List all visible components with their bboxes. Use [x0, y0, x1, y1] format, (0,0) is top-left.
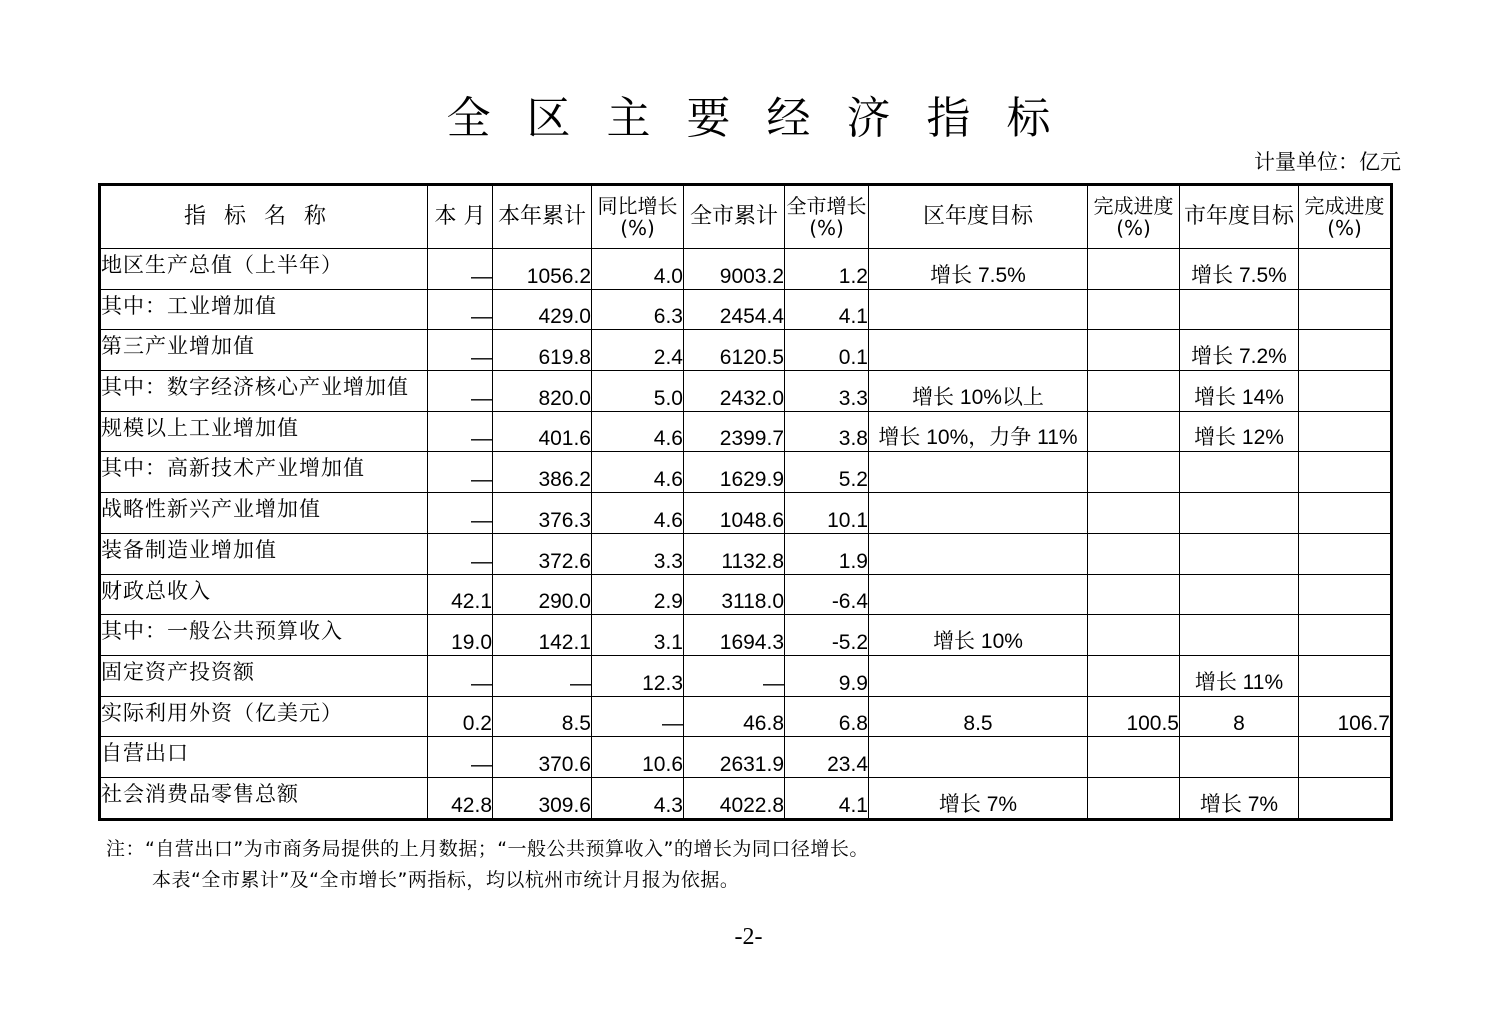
cell-month: — — [428, 289, 493, 330]
cell-ytd: 290.0 — [493, 574, 592, 615]
header-city-growth: 全市增长 (%) — [785, 185, 869, 249]
table-row — [100, 493, 1392, 534]
cell-ytd: 309.6 — [493, 777, 592, 819]
cell-district-target — [869, 533, 1088, 574]
table-header-row — [100, 185, 1392, 249]
cell-city-target: 增长 14% — [1180, 371, 1299, 412]
cell-month: — — [428, 371, 493, 412]
cell-city-ytd: 4022.8 — [684, 777, 785, 819]
table-row — [100, 411, 1392, 452]
cell-city-ytd: 9003.2 — [684, 249, 785, 290]
table-row — [100, 574, 1392, 615]
cell-city-ytd: 2432.0 — [684, 371, 785, 412]
cell-progress1 — [1088, 737, 1180, 778]
cell-district-target — [869, 493, 1088, 534]
cell-district-target: 增长 7.5% — [869, 249, 1088, 290]
indicator-name: 装备制造业增加值 — [100, 533, 428, 574]
cell-city-target — [1180, 615, 1299, 656]
cell-progress1 — [1088, 330, 1180, 371]
cell-month: — — [428, 330, 493, 371]
header-city-ytd: 全市累计 — [684, 185, 785, 249]
cell-ytd: 370.6 — [493, 737, 592, 778]
cell-month: — — [428, 452, 493, 493]
unit-label: 计量单位：亿元 — [1254, 150, 1401, 174]
cell-progress1 — [1088, 615, 1180, 656]
cell-city-target — [1180, 737, 1299, 778]
cell-progress2 — [1299, 493, 1392, 534]
cell-yoy: 3.3 — [592, 533, 684, 574]
cell-yoy: 4.3 — [592, 777, 684, 819]
cell-district-target — [869, 655, 1088, 696]
cell-progress2 — [1299, 655, 1392, 696]
cell-progress1 — [1088, 574, 1180, 615]
cell-progress1 — [1088, 493, 1180, 534]
cell-city-target: 增长 7% — [1180, 777, 1299, 819]
cell-month: 19.0 — [428, 615, 493, 656]
table-row — [100, 655, 1392, 696]
cell-district-target: 增长 7% — [869, 777, 1088, 819]
cell-district-target: 增长 10%以上 — [869, 371, 1088, 412]
page-number: -2- — [734, 924, 763, 950]
cell-yoy: 5.0 — [592, 371, 684, 412]
note-line: 注：“自营出口”为市商务局提供的上月数据；“一般公共预算收入”的增长为同口径增长。 — [106, 838, 869, 860]
cell-ytd: 619.8 — [493, 330, 592, 371]
cell-district-target — [869, 574, 1088, 615]
cell-city-growth: 4.1 — [785, 289, 869, 330]
cell-yoy: 10.6 — [592, 737, 684, 778]
cell-progress2 — [1299, 411, 1392, 452]
cell-city-ytd: 1132.8 — [684, 533, 785, 574]
cell-district-target — [869, 737, 1088, 778]
cell-month: — — [428, 655, 493, 696]
cell-district-target: 8.5 — [869, 696, 1088, 737]
cell-city-growth: -5.2 — [785, 615, 869, 656]
cell-progress1 — [1088, 411, 1180, 452]
cell-progress2: 106.7 — [1299, 696, 1392, 737]
indicator-name: 固定资产投资额 — [100, 655, 428, 696]
indicator-name: 其中：一般公共预算收入 — [100, 615, 428, 656]
cell-ytd: 820.0 — [493, 371, 592, 412]
cell-district-target — [869, 330, 1088, 371]
header-district-target: 区年度目标 — [869, 185, 1088, 249]
cell-month: — — [428, 249, 493, 290]
cell-yoy: 12.3 — [592, 655, 684, 696]
cell-city-target: 增长 7.5% — [1180, 249, 1299, 290]
indicator-name: 规模以上工业增加值 — [100, 411, 428, 452]
indicator-name: 财政总收入 — [100, 574, 428, 615]
cell-district-target — [869, 289, 1088, 330]
table-row — [100, 737, 1392, 778]
cell-month: 0.2 — [428, 696, 493, 737]
note-line: 本表“全市累计”及“全市增长”两指标，均以杭州市统计月报为依据。 — [152, 869, 740, 891]
header-city-target: 市年度目标 — [1180, 185, 1299, 249]
header-progress-city: 完成进度 (%) — [1299, 185, 1392, 249]
table-row — [100, 696, 1392, 737]
table-row — [100, 249, 1392, 290]
cell-ytd: 142.1 — [493, 615, 592, 656]
header-name: 指标名称 — [100, 185, 428, 249]
cell-ytd: 376.3 — [493, 493, 592, 534]
indicator-name: 其中：数字经济核心产业增加值 — [100, 371, 428, 412]
cell-city-ytd: 2399.7 — [684, 411, 785, 452]
cell-city-ytd: 46.8 — [684, 696, 785, 737]
cell-city-growth: 6.8 — [785, 696, 869, 737]
page-title: 全区主要经济指标 — [446, 93, 1087, 144]
header-month: 本 月 — [428, 185, 493, 249]
notes — [106, 834, 869, 896]
cell-progress1 — [1088, 249, 1180, 290]
cell-yoy: 2.9 — [592, 574, 684, 615]
header-progress-district: 完成进度 (%) — [1088, 185, 1180, 249]
table-row — [100, 371, 1392, 412]
cell-yoy: 4.6 — [592, 452, 684, 493]
cell-ytd: — — [493, 655, 592, 696]
table-row — [100, 330, 1392, 371]
cell-district-target — [869, 452, 1088, 493]
indicator-name: 社会消费品零售总额 — [100, 777, 428, 819]
cell-city-growth: 3.8 — [785, 411, 869, 452]
cell-ytd: 386.2 — [493, 452, 592, 493]
indicator-table — [98, 183, 1393, 821]
cell-yoy: 4.6 — [592, 411, 684, 452]
cell-district-target: 增长 10%，力争 11% — [869, 411, 1088, 452]
cell-progress2 — [1299, 574, 1392, 615]
cell-progress1 — [1088, 777, 1180, 819]
cell-city-ytd: 2454.4 — [684, 289, 785, 330]
cell-progress2 — [1299, 533, 1392, 574]
cell-city-ytd: 1694.3 — [684, 615, 785, 656]
cell-progress2 — [1299, 330, 1392, 371]
cell-ytd: 372.6 — [493, 533, 592, 574]
cell-progress1 — [1088, 371, 1180, 412]
cell-city-growth: 1.2 — [785, 249, 869, 290]
cell-city-target: 增长 7.2% — [1180, 330, 1299, 371]
cell-city-target — [1180, 574, 1299, 615]
cell-month: — — [428, 411, 493, 452]
cell-progress2 — [1299, 777, 1392, 819]
cell-city-ytd: 1048.6 — [684, 493, 785, 534]
cell-month: 42.8 — [428, 777, 493, 819]
cell-progress2 — [1299, 371, 1392, 412]
cell-progress2 — [1299, 452, 1392, 493]
cell-city-target: 增长 12% — [1180, 411, 1299, 452]
cell-city-ytd: 1629.9 — [684, 452, 785, 493]
indicator-name: 其中：工业增加值 — [100, 289, 428, 330]
cell-progress2 — [1299, 289, 1392, 330]
table-row — [100, 777, 1392, 819]
cell-yoy: 4.0 — [592, 249, 684, 290]
cell-month: — — [428, 737, 493, 778]
cell-progress2 — [1299, 249, 1392, 290]
cell-city-ytd: 6120.5 — [684, 330, 785, 371]
table-row — [100, 615, 1392, 656]
cell-progress1 — [1088, 452, 1180, 493]
indicator-name: 实际利用外资（亿美元） — [100, 696, 428, 737]
cell-progress1: 100.5 — [1088, 696, 1180, 737]
cell-city-ytd: — — [684, 655, 785, 696]
cell-city-target — [1180, 533, 1299, 574]
cell-district-target: 增长 10% — [869, 615, 1088, 656]
cell-city-growth: 23.4 — [785, 737, 869, 778]
cell-yoy: — — [592, 696, 684, 737]
indicator-name: 其中：高新技术产业增加值 — [100, 452, 428, 493]
cell-city-target — [1180, 493, 1299, 534]
cell-city-target — [1180, 452, 1299, 493]
cell-progress2 — [1299, 737, 1392, 778]
cell-yoy: 3.1 — [592, 615, 684, 656]
cell-city-growth: 1.9 — [785, 533, 869, 574]
cell-city-target: 8 — [1180, 696, 1299, 737]
cell-city-target: 增长 11% — [1180, 655, 1299, 696]
cell-city-growth: 9.9 — [785, 655, 869, 696]
header-ytd: 本年累计 — [493, 185, 592, 249]
table-row — [100, 289, 1392, 330]
table-row — [100, 533, 1392, 574]
cell-city-ytd: 2631.9 — [684, 737, 785, 778]
indicator-name: 自营出口 — [100, 737, 428, 778]
cell-month: — — [428, 493, 493, 534]
cell-city-growth: 3.3 — [785, 371, 869, 412]
cell-city-growth: 5.2 — [785, 452, 869, 493]
indicator-name: 战略性新兴产业增加值 — [100, 493, 428, 534]
cell-progress1 — [1088, 533, 1180, 574]
cell-ytd: 1056.2 — [493, 249, 592, 290]
indicator-name: 地区生产总值（上半年） — [100, 249, 428, 290]
cell-city-growth: 10.1 — [785, 493, 869, 534]
cell-month: 42.1 — [428, 574, 493, 615]
cell-city-target — [1180, 289, 1299, 330]
cell-city-growth: -6.4 — [785, 574, 869, 615]
cell-ytd: 8.5 — [493, 696, 592, 737]
indicator-name: 第三产业增加值 — [100, 330, 428, 371]
header-yoy: 同比增长 (%) — [592, 185, 684, 249]
cell-progress1 — [1088, 289, 1180, 330]
cell-city-growth: 0.1 — [785, 330, 869, 371]
cell-city-ytd: 3118.0 — [684, 574, 785, 615]
cell-ytd: 429.0 — [493, 289, 592, 330]
table-row — [100, 452, 1392, 493]
cell-ytd: 401.6 — [493, 411, 592, 452]
cell-city-growth: 4.1 — [785, 777, 869, 819]
cell-month: — — [428, 533, 493, 574]
cell-progress1 — [1088, 655, 1180, 696]
cell-yoy: 4.6 — [592, 493, 684, 534]
cell-yoy: 2.4 — [592, 330, 684, 371]
cell-yoy: 6.3 — [592, 289, 684, 330]
cell-progress2 — [1299, 615, 1392, 656]
